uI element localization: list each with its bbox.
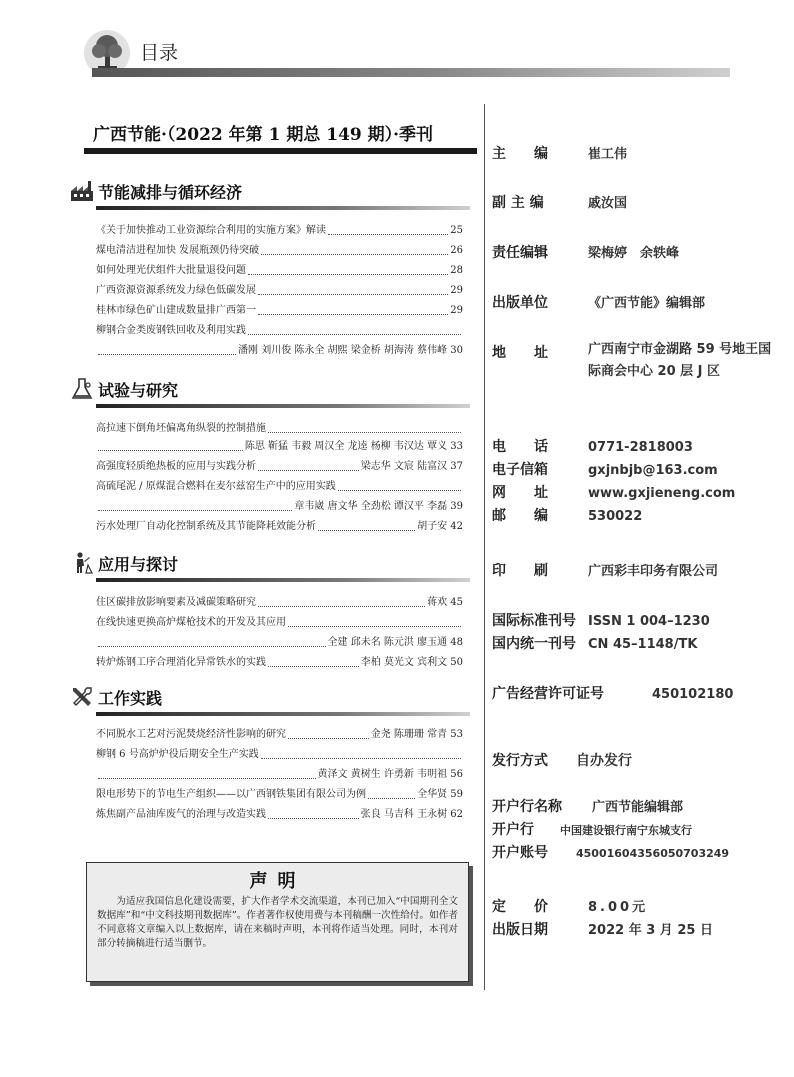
factory-icon bbox=[70, 179, 94, 203]
toc-entry[interactable]: 高强度轻质绝热板的应用与实践分析 梁志华 文宸 陆富汉 37 bbox=[96, 461, 463, 472]
toc-entry[interactable]: 如何处理光伏组件大批量退役问题 28 bbox=[96, 265, 463, 276]
declaration-body: 为适应我国信息化建设需要，扩大作者学术交流渠道，本刊已加入“中国期刊全文数据库”和“中文科技期刊数据库”。作者著作权使用费与本刊稿酬一次性给付。如作者不同意将文章编入以上数据库，请在来稿时声明，本刊将作适当处理。同时，本刊对部分转摘稿进行适当删节。 bbox=[97, 896, 458, 949]
page-heading: 目录 bbox=[140, 42, 179, 64]
toc-entry[interactable]: 炼焦副产品油库废气的治理与改造实践 张良 马吉科 王永树 62 bbox=[96, 809, 463, 820]
section-header bbox=[70, 178, 242, 204]
tools-icon bbox=[70, 685, 94, 709]
title-underline bbox=[84, 148, 477, 154]
section-title: 节能减排与循环经济 bbox=[98, 182, 243, 202]
section-bar bbox=[96, 578, 470, 582]
toc-entry[interactable]: 污水处理厂自动化控制系统及其节能降耗效能分析 胡子安 42 bbox=[96, 521, 463, 532]
toc-entry[interactable]: 转炉炼钢工序合理消化异常铁水的实践 李柏 莫光文 宾利文 50 bbox=[96, 657, 463, 668]
section-bar bbox=[96, 206, 470, 210]
toc-entry-authors: 章韦崴 唐文华 全劲松 谭汉平 李磊 39 bbox=[96, 498, 463, 514]
section-bar bbox=[96, 712, 470, 716]
worker-icon bbox=[70, 551, 94, 575]
toc-entry[interactable]: 高拉速下倒角坯偏离角纵裂的控制措施 bbox=[96, 420, 463, 436]
toc-entry[interactable]: 煤电清洁进程加快 发展瓶颈仍待突破 26 bbox=[96, 245, 463, 256]
toc-entry[interactable]: 桂林市绿色矿山建成数量排广西第一 29 bbox=[96, 305, 463, 316]
toc-entry[interactable]: 住区碳排放影响要素及减碳策略研究 蒋欢 45 bbox=[96, 597, 463, 608]
section-title: 工作实践 bbox=[98, 688, 163, 708]
section-title: 试验与研究 bbox=[98, 380, 179, 400]
info-row: 副 主 编 戚汝国 bbox=[492, 195, 628, 211]
info-row: 出版日期 2022 年 3 月 25 日 bbox=[492, 922, 713, 938]
toc-entry[interactable]: 《关于加快推动工业资源综合利用的实施方案》解读 25 bbox=[96, 225, 463, 236]
info-row: 发行方式 自办发行 bbox=[492, 753, 632, 769]
info-row: 开户行名称 广西节能编辑部 bbox=[492, 799, 684, 815]
info-row: 电子信箱 gxjnbjb@163.com bbox=[492, 462, 718, 478]
info-row: 开户行 中国建设银行南宁东城支行 bbox=[492, 822, 692, 838]
info-row: 地 址 广西南宁市金湖路 59 号地王国际商会中心 20 层 J 区 bbox=[492, 342, 772, 379]
toc-entry[interactable]: 柳钢 6 号高炉炉役后期安全生产实践 bbox=[96, 746, 463, 762]
info-row: 定 价 8.00元 bbox=[492, 899, 649, 915]
info-row: 责任编辑 梁梅婷 余轶峰 bbox=[492, 245, 680, 261]
toc-entry-authors: 黄泽文 黄树生 许勇新 韦明祖 56 bbox=[96, 766, 463, 782]
column-divider bbox=[484, 104, 485, 990]
toc-entry-authors: 陈思 靳猛 韦毅 周汉全 龙逵 杨柳 韦汉达 覃义 33 bbox=[96, 438, 463, 454]
info-row: 国际标准刊号 ISSN 1 004–1230 bbox=[492, 613, 710, 629]
info-row: 电 话 0771-2818003 bbox=[492, 439, 693, 455]
toc-entry[interactable]: 不同脱水工艺对污泥焚烧经济性影响的研究 金尧 陈珊珊 常青 53 bbox=[96, 729, 463, 740]
info-row: 国内统一刊号 CN 45–1148/TK bbox=[492, 636, 698, 652]
info-row: 主 编 崔工伟 bbox=[492, 146, 628, 162]
section-header bbox=[70, 550, 178, 576]
toc-entry[interactable]: 限电形势下的节电生产组织——以广西钢铁集团有限公司为例 全华贤 59 bbox=[96, 789, 463, 800]
journal-title: 广西节能·（2022 年第 1 期总 149 期）·季刊 bbox=[93, 125, 434, 145]
info-row: 广告经营许可证号 450102180 bbox=[492, 686, 734, 702]
toc-entry-authors: 潘刚 刘川俊 陈永全 胡熙 梁金桥 胡海涛 蔡伟峰 30 bbox=[96, 342, 463, 358]
toc-entry-authors: 全建 邱未名 陈元洪 廖玉通 48 bbox=[96, 634, 463, 650]
info-row: 网 址 www.gxjieneng.com bbox=[492, 485, 736, 501]
info-row: 印 刷 广西彩丰印务有限公司 bbox=[492, 563, 719, 579]
header-bar bbox=[92, 68, 730, 77]
toc-entry[interactable]: 高硫尾泥 / 原煤混合燃料在麦尔兹窑生产中的应用实践 bbox=[96, 478, 463, 494]
declaration-box bbox=[86, 862, 469, 982]
toc-entry[interactable]: 在线快速更换高炉煤枪技术的开发及其应用 bbox=[96, 614, 463, 630]
section-header bbox=[70, 684, 162, 710]
info-row: 出版单位 《广西节能》编辑部 bbox=[492, 295, 706, 311]
section-title: 应用与探讨 bbox=[98, 554, 179, 574]
flask-icon bbox=[70, 377, 94, 401]
section-header bbox=[70, 376, 178, 402]
info-row: 邮 编 530022 bbox=[492, 508, 643, 524]
toc-entry[interactable]: 广西资源资源系统发力绿色低碳发展 29 bbox=[96, 285, 463, 296]
toc-entry[interactable]: 柳钢合金类废钢铁回收及利用实践 bbox=[96, 322, 463, 338]
section-bar bbox=[96, 404, 470, 408]
declaration-title: 声明 bbox=[249, 871, 306, 892]
info-row: 开户账号 45001604356050703249 bbox=[492, 845, 730, 861]
